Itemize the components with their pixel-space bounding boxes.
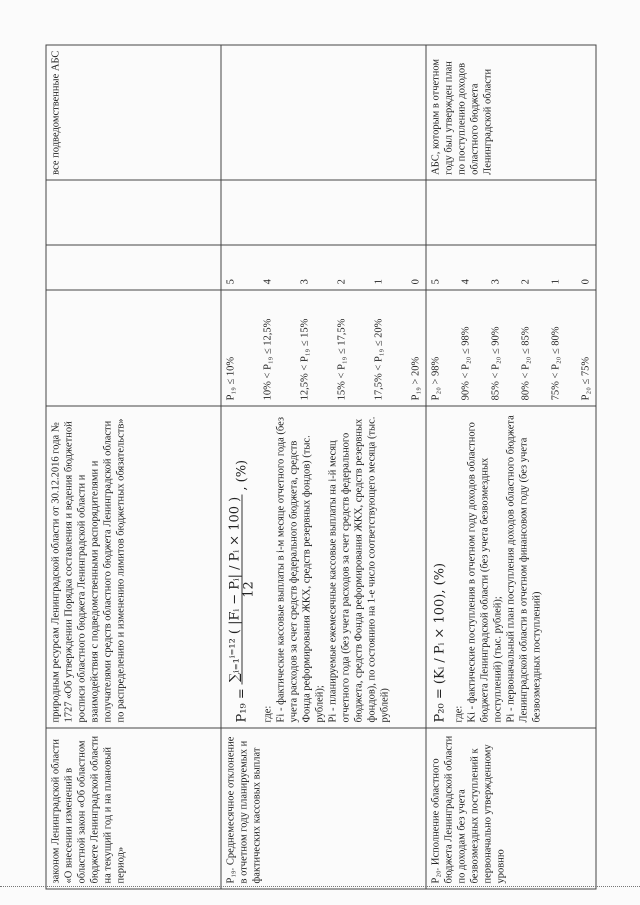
condition-item: P₁₉ ≤ 10% [225,356,236,401]
subject-cell [221,45,426,180]
empty-cell [221,180,426,244]
condition-item: 12,5% < P₁₉ ≤ 15% [299,318,310,401]
grade-list [224,250,422,284]
condition-item: P₂₀ ≤ 75% [580,356,591,401]
formula-denominator: 12 [241,581,256,598]
indicator-cell [426,728,596,889]
grade-item: 4 [262,279,273,285]
where-label: где: [262,705,273,723]
indicator-cell [221,728,426,889]
grade-item: 5 [225,279,236,285]
definition-pi: Pi - планируемые ежемесячные кассовые выплаты на i-й месяц отчетного года (без учета расходов за счет средств федерального бюджета, средств Фонда реформирования ЖКХ, средств резервных фондов), по состоянию на 1-е число соответствующего месяца (тыс. рублей) [327,416,390,723]
method-text: природным ресурсам Ленинградской области от 30.12.2016 года № 1727 «Об утверждении Порядка составления и ведения бюджетной росписи областного бюджета Ленинградской области и взаимодействия с подведомственными распорядителями и получателями средств областного бюджета Ленинградской области по распределению и изменению лимитов бюджетных обязательств» [50,418,126,723]
condition-cell [426,290,596,406]
condition-item: 17,5% < P₁₉ ≤ 20% [373,318,384,401]
method-cell [221,406,426,728]
grade-item: 4 [460,279,471,285]
indicator-code: P₂₀. [430,867,441,884]
subject-cell [46,45,221,180]
grade-item: 5 [430,279,441,285]
indicator-table [45,45,596,890]
method-cell [426,406,596,728]
grade-item: 3 [299,279,310,285]
table-row [46,45,221,889]
table-row [426,45,596,889]
grade-item: 3 [490,279,501,285]
condition-item: 85% < P₂₀ ≤ 90% [490,326,501,401]
method-cell [46,406,221,728]
page-edge-divider [0,886,640,888]
indicator-text: Исполнение областного бюджета Ленинградской области по доходам без учета безвозмездных поступлений к первоначально утвержденному уровню [430,735,506,884]
empty-cell [426,180,596,244]
subject-text: АБС, которым в отчетном году был утвержден план по поступлению доходов областного бюджета Ленинградской области [430,58,493,175]
formula-p19 [228,411,255,722]
condition-item: P₁₉ > 20% [410,356,421,401]
definition-fi: Fi - фактические кассовые выплаты в i-м месяце отчетного года (без учета расходов за счет средств федерального бюджета, средств Фонда реформирования ЖКХ, средств резервных фондов) (тыс. рублей); [275,416,325,723]
formula-numerator: ∑ᵢ₌₁ⁱ⁼¹² ( |Fᵢ − Pᵢ| / Pᵢ × 100 ) [227,496,242,683]
formula-lhs: P₁₉ = [234,688,249,723]
grade-item: 1 [550,279,561,285]
condition-item: 90% < P₂₀ ≤ 98% [460,326,471,401]
grade-cell [46,245,221,290]
where-label: где: [453,705,464,723]
formula-fraction [228,495,255,684]
condition-cell [46,290,221,406]
definition-ki: Ki - фактические поступления в отчетном году доходов областного бюджета Ленинградской области (без учета безвозмездных поступлений) (тыс. рублей); [466,422,503,723]
formula-p20: P₂₀ = (Kᵢ / Pᵢ × 100), (%) [432,562,447,723]
grade-item: 0 [580,279,591,285]
grade-item: 1 [373,279,384,285]
formula-unit: , (%) [234,459,249,491]
condition-item: 15% < P₁₉ ≤ 17,5% [336,318,347,401]
grade-cell [221,245,426,290]
table-row [221,45,426,889]
grade-item: 0 [410,279,421,285]
condition-item: P₂₀ > 98% [430,356,441,401]
condition-list [429,295,592,400]
indicator-cell [46,728,221,889]
condition-list [224,295,422,400]
condition-item: 80% < P₂₀ ≤ 85% [520,326,531,401]
indicator-text: Среднемесячное отклонение в отчетном году планируемых и фактических кассовых выплат [225,736,262,884]
subject-text: все подведомственные АБС [50,50,61,175]
grade-item: 2 [336,279,347,285]
grade-item: 2 [520,279,531,285]
grade-cell [426,245,596,290]
empty-cell [46,180,221,244]
indicator-code: P₁₉. [225,867,236,884]
condition-cell [221,290,426,406]
condition-item: 75% < P₂₀ ≤ 80% [550,326,561,401]
rotated-table-container [45,45,595,890]
grade-list [429,250,592,284]
subject-cell [426,45,596,180]
indicator-text: законом Ленинградской области «О внесении изменений в областной закон «Об областном бюджете Ленинградской области на текущий год и на плановый период» [50,735,126,884]
definition-pi: Pi - первоначальный план поступления доходов областного бюджета Ленинградской области в отчетном финансовом году (без учета безвозмездных поступлений) [505,415,542,723]
condition-item: 10% < P₁₉ ≤ 12,5% [262,318,273,401]
